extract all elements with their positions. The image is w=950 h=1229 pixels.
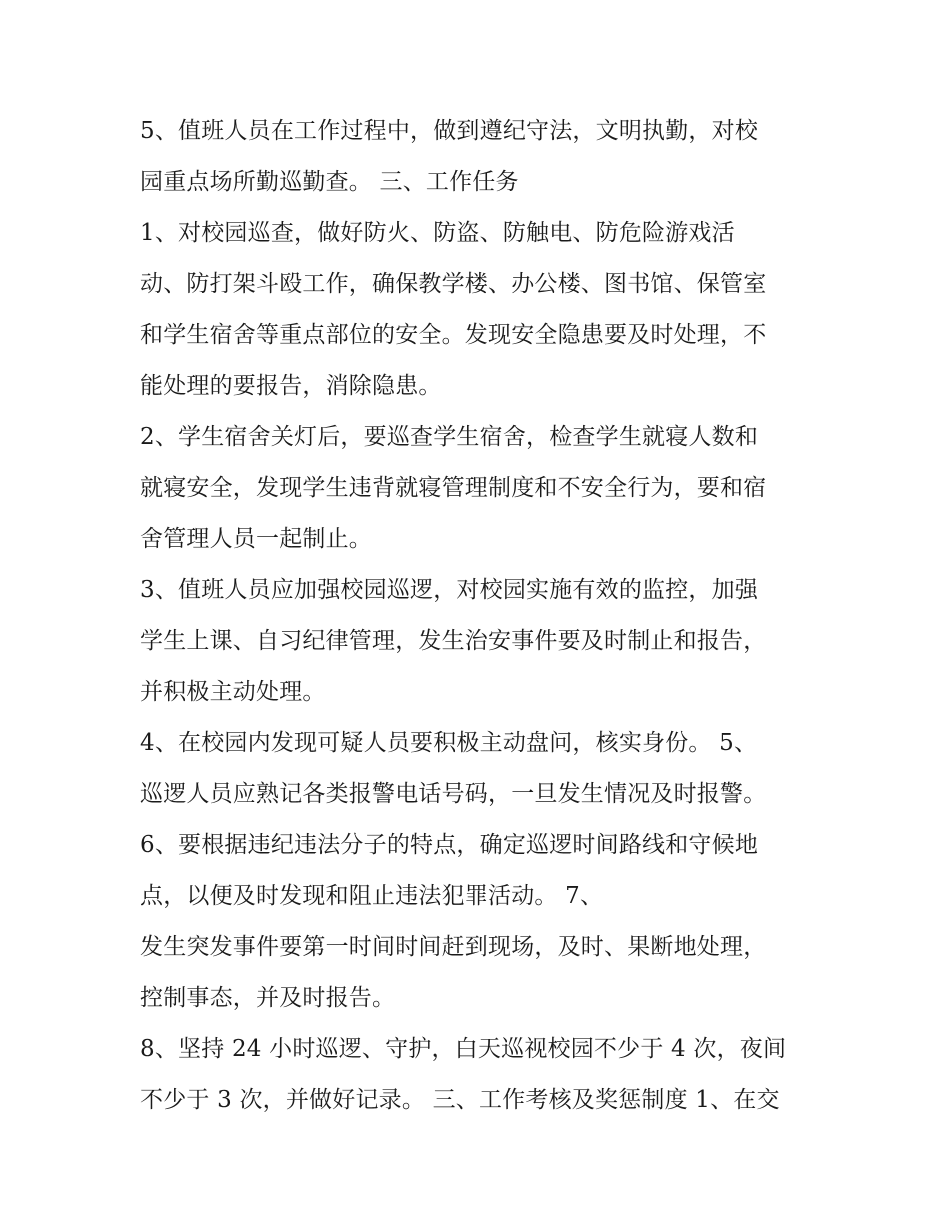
text-line: 3、值班人员应加强校园巡逻，对校园实施有效的监控，加强 — [140, 577, 759, 603]
text-line: 4、在校园内发现可疑人员要积极主动盘问，核实身份。 5、 — [140, 730, 758, 756]
document-body — [140, 106, 820, 1126]
text-line: 1、对校园巡查，做好防火、防盗、防触电、防危险游戏活 — [140, 220, 735, 246]
text-line: 发生突发事件要第一时间时间赶到现场，及时、果断地处理， — [140, 934, 767, 960]
text-line: 学生上课、自习纪律管理，发生治安事件要及时制止和报告， — [140, 628, 767, 654]
text-line: 2、学生宿舍关灯后，要巡查学生宿舍，检查学生就寝人数和 — [140, 424, 759, 450]
text-line: 动、防打架斗殴工作，确保教学楼、办公楼、图书馆、保管室 — [140, 271, 767, 297]
text-line: 舍管理人员一起制止。 — [140, 526, 372, 552]
text-line: 就寝安全，发现学生违背就寝管理制度和不安全行为，要和宿 — [140, 475, 767, 501]
text-line: 点，以便及时发现和阻止违法犯罪活动。 7、 — [140, 883, 604, 909]
text-line: 并积极主动处理。 — [140, 679, 326, 705]
text-line: 6、要根据违纪违法分子的特点，确定巡逻时间路线和守候地 — [140, 832, 759, 858]
text-line: 和学生宿舍等重点部位的安全。发现安全隐患要及时处理，不 — [140, 322, 767, 348]
text-line: 能处理的要报告，消除隐患。 — [140, 373, 442, 399]
text-line: 园重点场所勤巡勤查。 三、工作任务 — [140, 169, 519, 195]
text-line: 不少于 3 次，并做好记录。 三、工作考核及奖惩制度 1、在交 — [140, 1087, 780, 1113]
text-line: 5、值班人员在工作过程中，做到遵纪守法，文明执勤，对校 — [140, 118, 759, 144]
text-line: 8、坚持 24 小时巡逻、守护，白天巡视校园不少于 4 次，夜间 — [140, 1036, 787, 1062]
text-line: 控制事态，并及时报告。 — [140, 985, 396, 1011]
text-line: 巡逻人员应熟记各类报警电话号码，一旦发生情况及时报警。 — [140, 781, 767, 807]
